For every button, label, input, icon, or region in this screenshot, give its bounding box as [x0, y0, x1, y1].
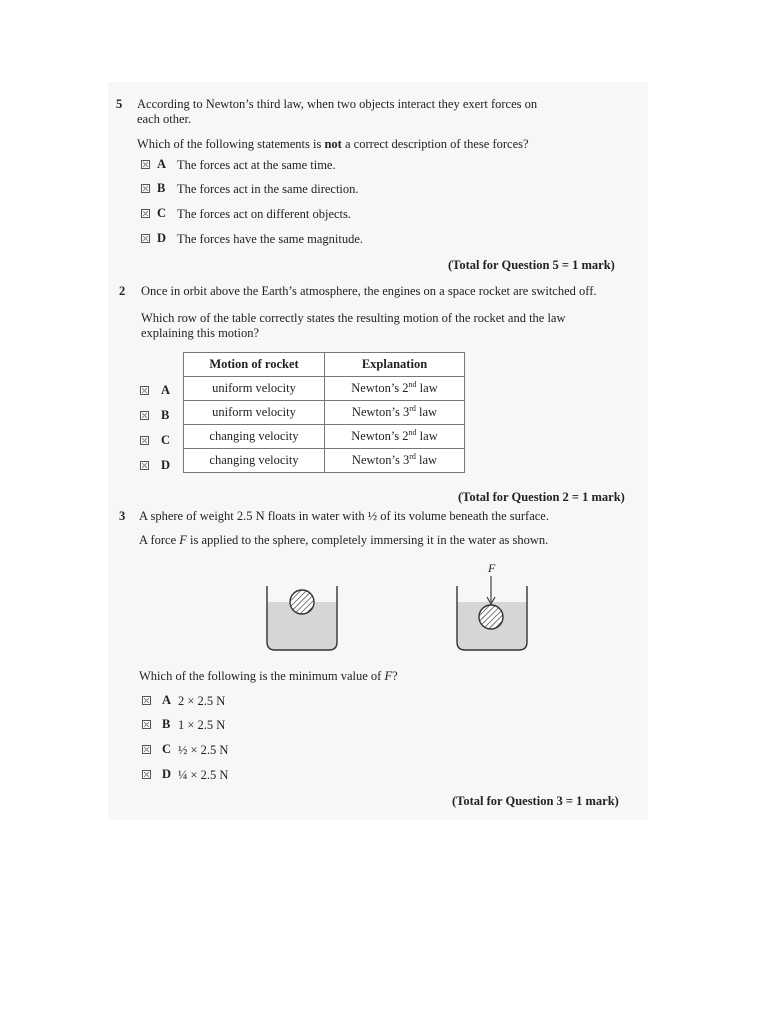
q3-option-letter: A	[162, 693, 172, 707]
table-row	[184, 449, 465, 473]
q2-option-d-checkbox[interactable]	[140, 461, 149, 470]
law-ordinal: nd	[408, 380, 417, 390]
q3-option-b-checkbox[interactable]	[142, 720, 151, 729]
question-3-total: (Total for Question 3 = 1 mark)	[452, 794, 619, 808]
question-2-stem: Once in orbit above the Earth’s atmosphere, the engines on a space rocket are switched off.	[141, 284, 597, 298]
buoyancy-diagram	[250, 556, 550, 658]
question-3-force-text	[139, 533, 548, 548]
q3-option-d-text: ¼ × 2.5 N	[178, 768, 229, 782]
q3-option-letter: D	[162, 767, 172, 781]
sphere-floating	[290, 590, 314, 614]
q2-option-c-checkbox[interactable]	[140, 436, 149, 445]
prompt-text: Which of the following statements is	[137, 137, 325, 151]
question-2-prompt-line1: Which row of the table correctly states the resulting motion of the rocket and the law	[141, 311, 566, 325]
question-5-stem-line1: According to Newton’s third law, when two objects interact they exert forces on	[137, 97, 538, 111]
q5-option-d-checkbox[interactable]	[141, 234, 150, 243]
question-3-number: 3	[119, 509, 126, 523]
q2-option-letter: C	[161, 433, 171, 447]
q2-option-a-checkbox[interactable]	[140, 386, 149, 395]
law-ordinal: rd	[409, 404, 416, 414]
q3-option-a-text: 2 × 2.5 N	[178, 694, 226, 708]
table-header-motion: Motion of rocket	[184, 353, 325, 377]
q5-option-letter: D	[157, 231, 167, 245]
q5-option-letter: B	[157, 181, 166, 195]
q2-option-b-checkbox[interactable]	[140, 411, 149, 420]
sphere-immersed	[479, 605, 503, 629]
q2-option-letter: B	[161, 408, 170, 422]
force-variable: F	[179, 533, 187, 547]
table-cell-motion: changing velocity	[184, 425, 325, 449]
law-ordinal: nd	[408, 428, 417, 438]
table-cell-motion: uniform velocity	[184, 377, 325, 401]
q2-option-letter: D	[161, 458, 171, 472]
force-text: is applied to the sphere, completely immersing it in the water as shown.	[186, 533, 549, 547]
q5-option-letter: C	[157, 206, 167, 220]
q5-option-c-checkbox[interactable]	[141, 209, 150, 218]
question-2-number: 2	[119, 284, 126, 298]
q3-option-letter: C	[162, 742, 172, 756]
q5-option-c-text: The forces act on different objects.	[177, 207, 351, 221]
prompt-variable: F	[384, 669, 393, 683]
q3-option-c-text: ½ × 2.5 N	[178, 743, 229, 757]
force-label: F	[488, 561, 496, 575]
q5-option-a-text: The forces act at the same time.	[177, 158, 336, 172]
question-5-total: (Total for Question 5 = 1 mark)	[448, 258, 615, 272]
beaker-floating	[267, 586, 337, 650]
question-5-stem-line2: each other.	[137, 112, 192, 126]
beaker-immersed	[457, 561, 527, 650]
question-3-stem: A sphere of weight 2.5 N floats in water with ½ of its volume beneath the surface.	[139, 509, 549, 523]
table-cell-motion: changing velocity	[184, 449, 325, 473]
motion-table	[183, 352, 465, 473]
q2-option-letter: A	[161, 383, 171, 397]
table-row	[184, 377, 465, 401]
question-2-prompt-line2: explaining this motion?	[141, 326, 260, 340]
question-5-prompt	[137, 137, 529, 152]
q5-option-b-checkbox[interactable]	[141, 184, 150, 193]
table-cell-motion: uniform velocity	[184, 401, 325, 425]
table-cell-explanation	[325, 377, 465, 401]
law-text: law	[415, 453, 438, 468]
law-text: law	[416, 381, 438, 396]
q5-option-letter: A	[157, 157, 167, 171]
table-cell-explanation	[325, 425, 465, 449]
prompt-text: Which of the following is the minimum value of	[139, 669, 385, 683]
prompt-emphasis: not	[324, 137, 342, 151]
law-ordinal: rd	[409, 452, 416, 462]
law-text: Newton’s 2	[351, 429, 409, 444]
q3-option-a-checkbox[interactable]	[142, 696, 151, 705]
q5-option-a-checkbox[interactable]	[141, 160, 150, 169]
table-row	[184, 425, 465, 449]
table-header-explanation: Explanation	[325, 353, 465, 377]
question-3-prompt	[139, 669, 398, 684]
question-2-total: (Total for Question 2 = 1 mark)	[458, 490, 625, 504]
law-text: Newton’s 2	[351, 381, 409, 396]
table-header-row	[184, 353, 465, 377]
force-text: A force	[139, 533, 180, 547]
table-row	[184, 401, 465, 425]
law-text: law	[416, 429, 438, 444]
law-text: law	[415, 405, 438, 420]
law-text: Newton’s 3	[351, 453, 410, 468]
table-cell-explanation	[325, 401, 465, 425]
question-5-number: 5	[116, 97, 123, 111]
q3-option-c-checkbox[interactable]	[142, 745, 151, 754]
table-cell-explanation	[325, 449, 465, 473]
q3-option-b-text: 1 × 2.5 N	[178, 718, 226, 732]
q5-option-b-text: The forces act in the same direction.	[177, 182, 359, 196]
prompt-text: ?	[392, 669, 398, 683]
q3-option-d-checkbox[interactable]	[142, 770, 151, 779]
law-text: Newton’s 3	[351, 405, 410, 420]
prompt-text: a correct description of these forces?	[341, 137, 529, 151]
q5-option-d-text: The forces have the same magnitude.	[177, 232, 364, 246]
q3-option-letter: B	[162, 717, 171, 731]
